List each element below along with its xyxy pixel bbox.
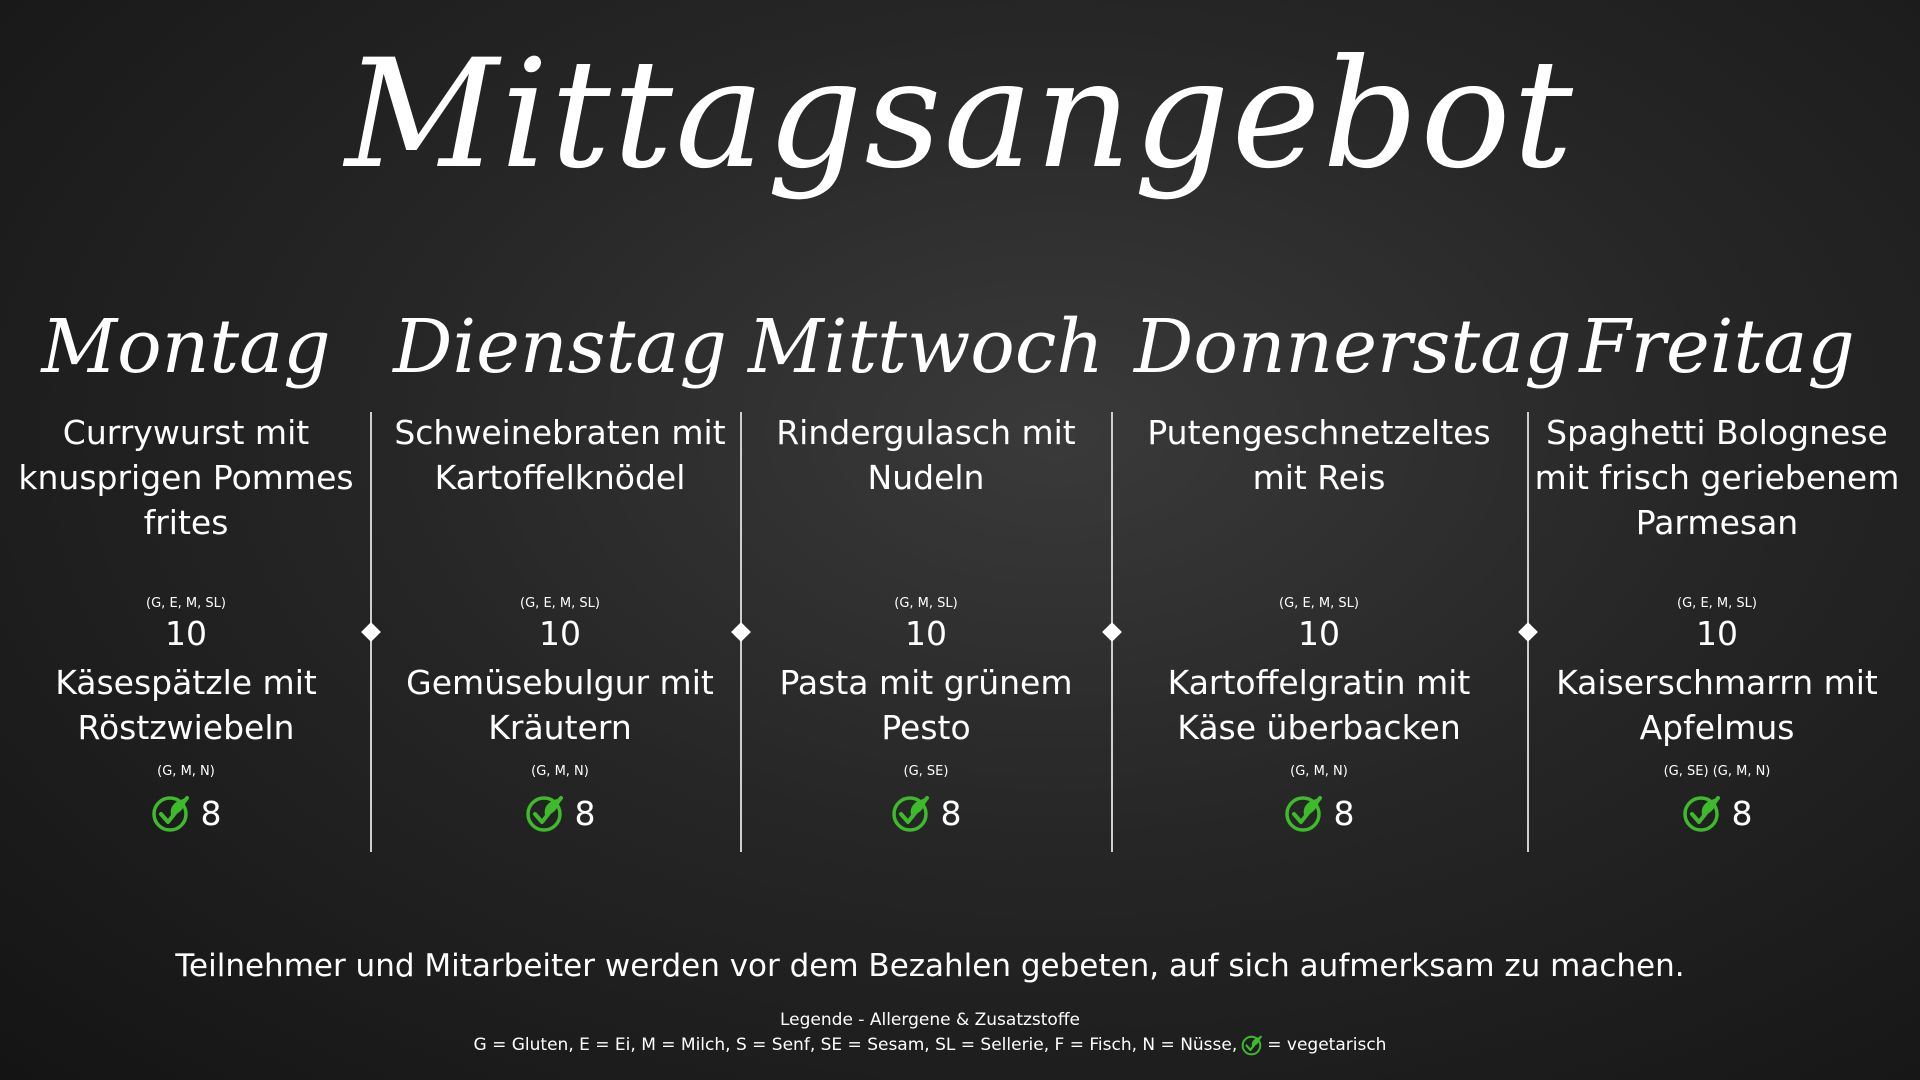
legend-text: G = Gluten, E = Ei, M = Milch, S = Senf, SE = Sesam, SL = Sellerie, F = Fisch, N = Nüsse, <box>473 1035 1238 1055</box>
main-dish: Currywurst mit knusprigen Pommes frites <box>18 413 354 542</box>
day-name: Donnerstag <box>1134 304 1572 390</box>
main-dish: Putengeschnetzeltes mit Reis <box>1147 413 1491 497</box>
main-allergens: (G, M, SL) <box>894 596 958 611</box>
legend-veg-label: = vegetarisch <box>1267 1035 1387 1055</box>
veg-allergens: (G, SE) (G, M, N) <box>1663 764 1771 779</box>
notice-text: Teilnehmer und Mitarbeiter werden vor dem Bezahlen gebeten, auf sich aufmerksam zu machen. <box>175 948 1685 984</box>
veg-allergens: (G, SE) <box>903 764 949 779</box>
veg-price: 8 <box>940 793 962 833</box>
main-allergens: (G, E, M, SL) <box>146 596 226 611</box>
day-name: Dienstag <box>393 304 727 390</box>
column-divider <box>370 412 372 852</box>
veg-allergens: (G, M, N) <box>1290 764 1348 779</box>
main-allergens: (G, E, M, SL) <box>1279 596 1359 611</box>
veg-allergens: (G, M, N) <box>157 764 215 779</box>
day-name: Freitag <box>1579 304 1855 390</box>
main-price: 10 <box>539 614 581 653</box>
leaf-check-icon <box>891 793 931 833</box>
veg-price: 8 <box>200 793 222 833</box>
main-allergens: (G, E, M, SL) <box>520 596 600 611</box>
main-price: 10 <box>1298 614 1340 653</box>
veg-price-row <box>375 788 745 838</box>
veg-price: 8 <box>574 793 596 833</box>
veg-allergens: (G, M, N) <box>531 764 589 779</box>
veg-price-row <box>741 788 1111 838</box>
main-allergens: (G, E, M, SL) <box>1677 596 1757 611</box>
veg-dish: Kaiserschmarrn mit Apfelmus <box>1556 663 1878 747</box>
leaf-check-icon <box>151 793 191 833</box>
day-column-mittwoch <box>741 300 1111 838</box>
day-column-montag <box>1 300 371 838</box>
veg-price-row <box>1 788 371 838</box>
main-dish: Schweinebraten mit Kartoffelknödel <box>394 413 726 497</box>
veg-price: 8 <box>1333 793 1355 833</box>
main-price: 10 <box>905 614 947 653</box>
leaf-check-icon <box>1682 793 1722 833</box>
day-column-freitag <box>1532 300 1902 838</box>
main-dish: Spaghetti Bolognese mit frisch geriebenem Parmesan <box>1534 413 1900 542</box>
main-price: 10 <box>165 614 207 653</box>
veg-price-row <box>1134 788 1504 838</box>
main-dish: Rindergulasch mit Nudeln <box>776 413 1076 497</box>
day-column-dienstag <box>375 300 745 838</box>
veg-dish: Gemüsebulgur mit Kräutern <box>406 663 714 747</box>
leaf-check-icon <box>525 793 565 833</box>
column-divider <box>1527 412 1529 852</box>
legend-title: Legende - Allergene & Zusatzstoffe <box>780 1010 1080 1030</box>
column-divider <box>740 412 742 852</box>
legend <box>0 1034 1860 1056</box>
day-column-donnerstag <box>1134 300 1572 838</box>
leaf-check-icon <box>1241 1034 1263 1056</box>
main-price: 10 <box>1696 614 1738 653</box>
veg-price: 8 <box>1731 793 1753 833</box>
veg-dish: Käsespätzle mit Röstzwiebeln <box>55 663 317 747</box>
veg-dish: Pasta mit grünem Pesto <box>779 663 1073 747</box>
veg-price-row <box>1532 788 1902 838</box>
day-name: Montag <box>41 304 331 390</box>
column-divider <box>1111 412 1113 852</box>
day-name: Mittwoch <box>748 304 1104 390</box>
page-title: Mittagsangebot <box>345 28 1575 202</box>
leaf-check-icon <box>1284 793 1324 833</box>
veg-dish: Kartoffelgratin mit Käse überbacken <box>1167 663 1471 747</box>
